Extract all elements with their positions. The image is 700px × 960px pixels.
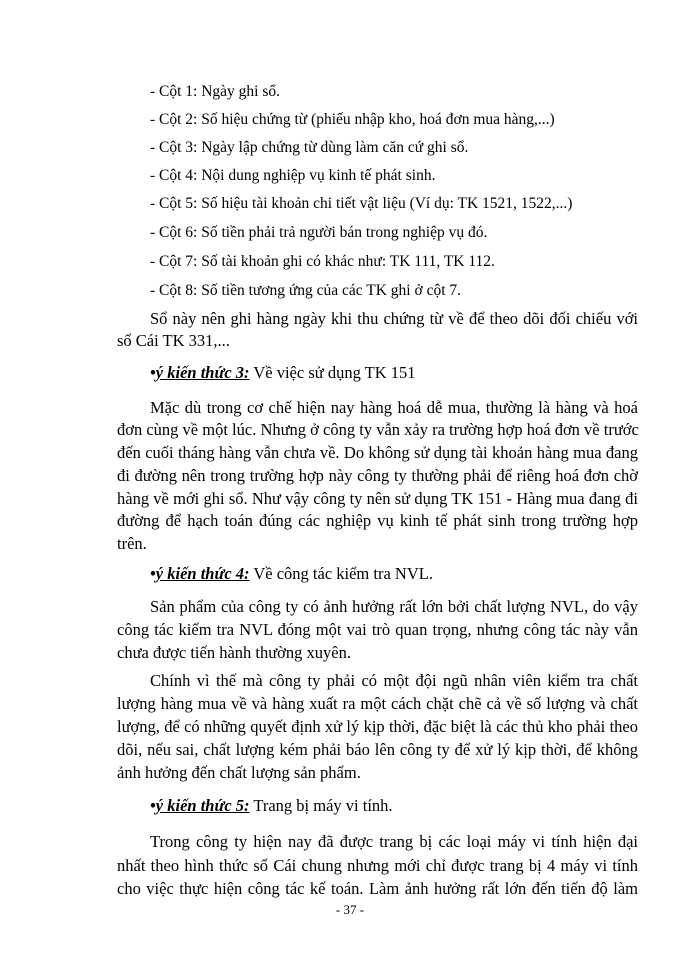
heading-label: ý kiến thức 3: bbox=[155, 363, 250, 382]
paragraph-line: chưa được tiến hành thường xuyên. bbox=[117, 643, 351, 662]
paragraph-line: ảnh hưởng đến chất lượng sản phẩm. bbox=[117, 763, 361, 782]
column-item: - Cột 5: Số hiệu tài khoản chi tiết vật liệu (Ví dụ: TK 1521, 1522,...) bbox=[150, 195, 573, 212]
paragraph-line: nhất theo hình thức sổ Cái chung nhưng mới chỉ được trang bị 4 máy vi tính bbox=[117, 856, 638, 875]
column-item: - Cột 8: Số tiền tương ứng của các TK ghi ở cột 7. bbox=[150, 282, 461, 299]
paragraph-line: lượng hàng mua về và hàng xuất ra một cách chặt chẽ cả về số lượng và chất bbox=[117, 694, 638, 713]
paragraph-line: sổ Cái TK 331,... bbox=[117, 331, 230, 350]
paragraph-line: Mặc dù trong cơ chế hiện nay hàng hoá dễ mua, thường là hàng và hoá bbox=[150, 398, 638, 417]
bullet-icon: • bbox=[150, 564, 156, 583]
column-item: - Cột 3: Ngày lập chứng từ dùng làm căn cứ ghi sổ. bbox=[150, 139, 469, 156]
paragraph-line: hàng về mới ghi sổ. Như vậy công ty nên sử dụng TK 151 - Hàng mua đang đi bbox=[117, 489, 638, 508]
page-number: - 37 - bbox=[335, 902, 365, 917]
column-item: - Cột 1: Ngày ghi sổ. bbox=[150, 83, 281, 100]
paragraph-line: đường để hạch toán đúng các nghiệp vụ kinh tế phát sinh trong trường hợp bbox=[117, 511, 638, 530]
section-heading-4 bbox=[150, 564, 433, 584]
paragraph-line: trên. bbox=[117, 534, 147, 553]
paragraph-line: Trong công ty hiện nay đã được trang bị các loại máy vi tính hiện đại bbox=[150, 832, 638, 851]
paragraph-line: cho việc thực hiện công tác kế toán. Làm ảnh hưởng rất lớn đến tiến độ làm bbox=[117, 879, 638, 898]
paragraph-line: đơn cùng về một lúc. Nhưng ở công ty vẫn xảy ra trường hợp hoá đơn về trước bbox=[117, 420, 639, 439]
paragraph-line: dõi, nếu sai, chất lượng kém phải báo lên công ty để xử lý kịp thời, để không bbox=[117, 740, 638, 759]
bullet-icon: • bbox=[150, 796, 156, 815]
paragraph-line: Chính vì thế mà công ty phải có một đội ngũ nhân viên kiểm tra chất bbox=[150, 671, 638, 690]
heading-text: Về công tác kiểm tra NVL. bbox=[249, 564, 433, 583]
paragraph-line: công tác kiểm tra NVL đóng một vai trò quan trọng, nhưng công tác này vẫn bbox=[117, 620, 638, 639]
bullet-icon: • bbox=[150, 363, 156, 382]
paragraph-line: đi đường nên trong trường hợp này công ty thường phải để riêng hoá đơn chờ bbox=[117, 466, 638, 485]
paragraph-line: đến cuối tháng hàng vẫn chưa về. Do không sử dụng tài khoản hàng mua đang bbox=[117, 443, 638, 462]
paragraph-line: Sổ này nên ghi hàng ngày khi thu chứng từ về để theo dõi đối chiếu với bbox=[150, 309, 638, 328]
column-item: - Cột 2: Số hiệu chứng từ (phiếu nhập kho, hoá đơn mua hàng,...) bbox=[150, 111, 555, 128]
column-item: - Cột 7: Số tài khoản ghi có khác như: TK 111, TK 112. bbox=[150, 253, 495, 270]
heading-label: ý kiến thức 5: bbox=[155, 796, 250, 815]
heading-text: Về việc sử dụng TK 151 bbox=[249, 363, 416, 382]
column-item: - Cột 4: Nội dung nghiệp vụ kinh tế phát sinh. bbox=[150, 167, 436, 184]
section-heading-3 bbox=[150, 363, 416, 383]
section-heading-5 bbox=[150, 796, 393, 816]
paragraph-line: Sản phẩm của công ty có ảnh hưởng rất lớn bởi chất lượng NVL, do vậy bbox=[150, 597, 638, 616]
column-item: - Cột 6: Số tiền phải trả người bán trong nghiệp vụ đó. bbox=[150, 224, 488, 241]
heading-label: ý kiến thức 4: bbox=[155, 564, 250, 583]
heading-text: Trang bị máy vi tính. bbox=[249, 796, 393, 815]
paragraph-line: lượng, để có những quyết định xử lý kịp thời, đặc biệt là các thủ kho phải theo bbox=[117, 717, 638, 736]
